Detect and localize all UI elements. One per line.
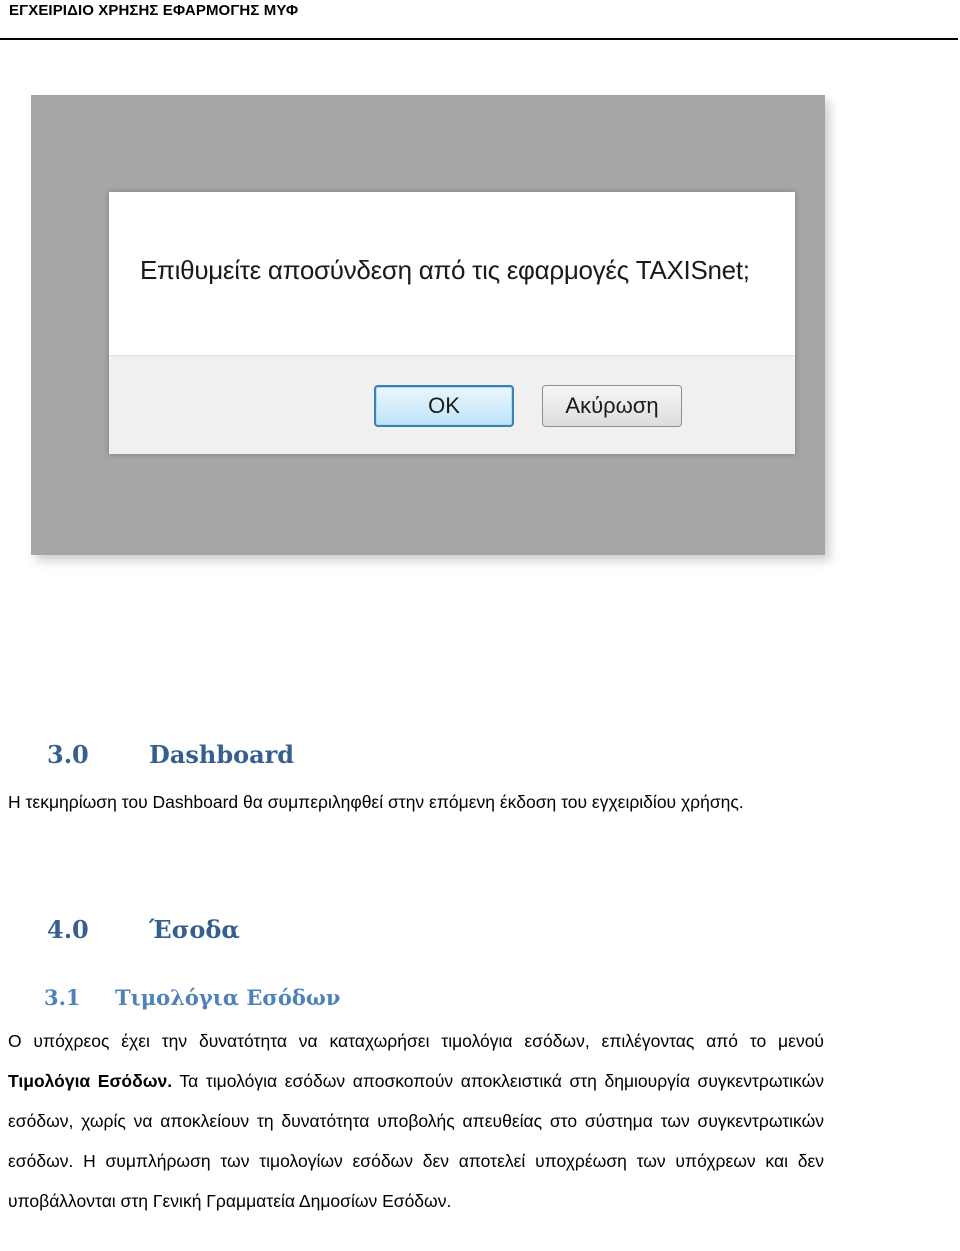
paragraph-text: Ο υπόχρεος έχει την δυνατότητα να καταχωρήσει τιμολόγια εσόδων, επιλέγοντας από το μενού bbox=[8, 1031, 824, 1051]
document-header: ΕΓΧΕΙΡΙΔΙΟ ΧΡΗΣΗΣ ΕΦΑΡΜΟΓΗΣ ΜΥΦ bbox=[9, 2, 299, 19]
logout-dialog-screenshot bbox=[31, 95, 825, 555]
modal-overlay bbox=[31, 95, 825, 555]
section-title: Τιμολόγια Εσόδων bbox=[115, 985, 341, 1010]
paragraph-text: Τα τιμολόγια εσόδων αποσκοπούν αποκλειστικά στη δημιουργία συγκεντρωτικών εσόδων, χωρίς να αποκλείουν τη δυνατότητα υποβολής απευθείας στο σύστημα των συγκεντρωτικών εσόδων. Η συμπλήρωση των τιμολογίων εσόδων δεν αποτελεί υποχρέωση των υπόχρεων και δεν υποβάλλονται στη Γενική Γραμματεία Δημοσίων Εσόδων. bbox=[8, 1071, 824, 1211]
menu-reference: Τιμολόγια Εσόδων. bbox=[8, 1071, 173, 1091]
section-number: 3.0 bbox=[47, 740, 89, 769]
section-number: 3.1 bbox=[44, 985, 81, 1010]
logout-confirm-dialog bbox=[109, 192, 795, 454]
timologia-paragraph bbox=[8, 1021, 824, 1221]
dialog-footer bbox=[109, 355, 795, 454]
cancel-button[interactable]: Ακύρωση bbox=[542, 385, 682, 427]
dialog-message: Επιθυμείτε αποσύνδεση από τις εφαρμογές TAXISnet; bbox=[140, 255, 750, 285]
section-title: Έσοδα bbox=[149, 915, 240, 944]
section-title: Dashboard bbox=[149, 740, 295, 769]
dashboard-paragraph: Η τεκμηρίωση του Dashboard θα συμπεριληφθεί στην επόμενη έκδοση του εγχειριδίου χρήσης. bbox=[8, 792, 744, 812]
section-heading-dashboard bbox=[47, 740, 294, 769]
ok-button[interactable]: OK bbox=[374, 385, 514, 427]
header-rule bbox=[0, 38, 958, 40]
section-heading-esoda bbox=[47, 915, 240, 944]
section-heading-timologia bbox=[44, 985, 340, 1010]
section-number: 4.0 bbox=[47, 915, 89, 944]
